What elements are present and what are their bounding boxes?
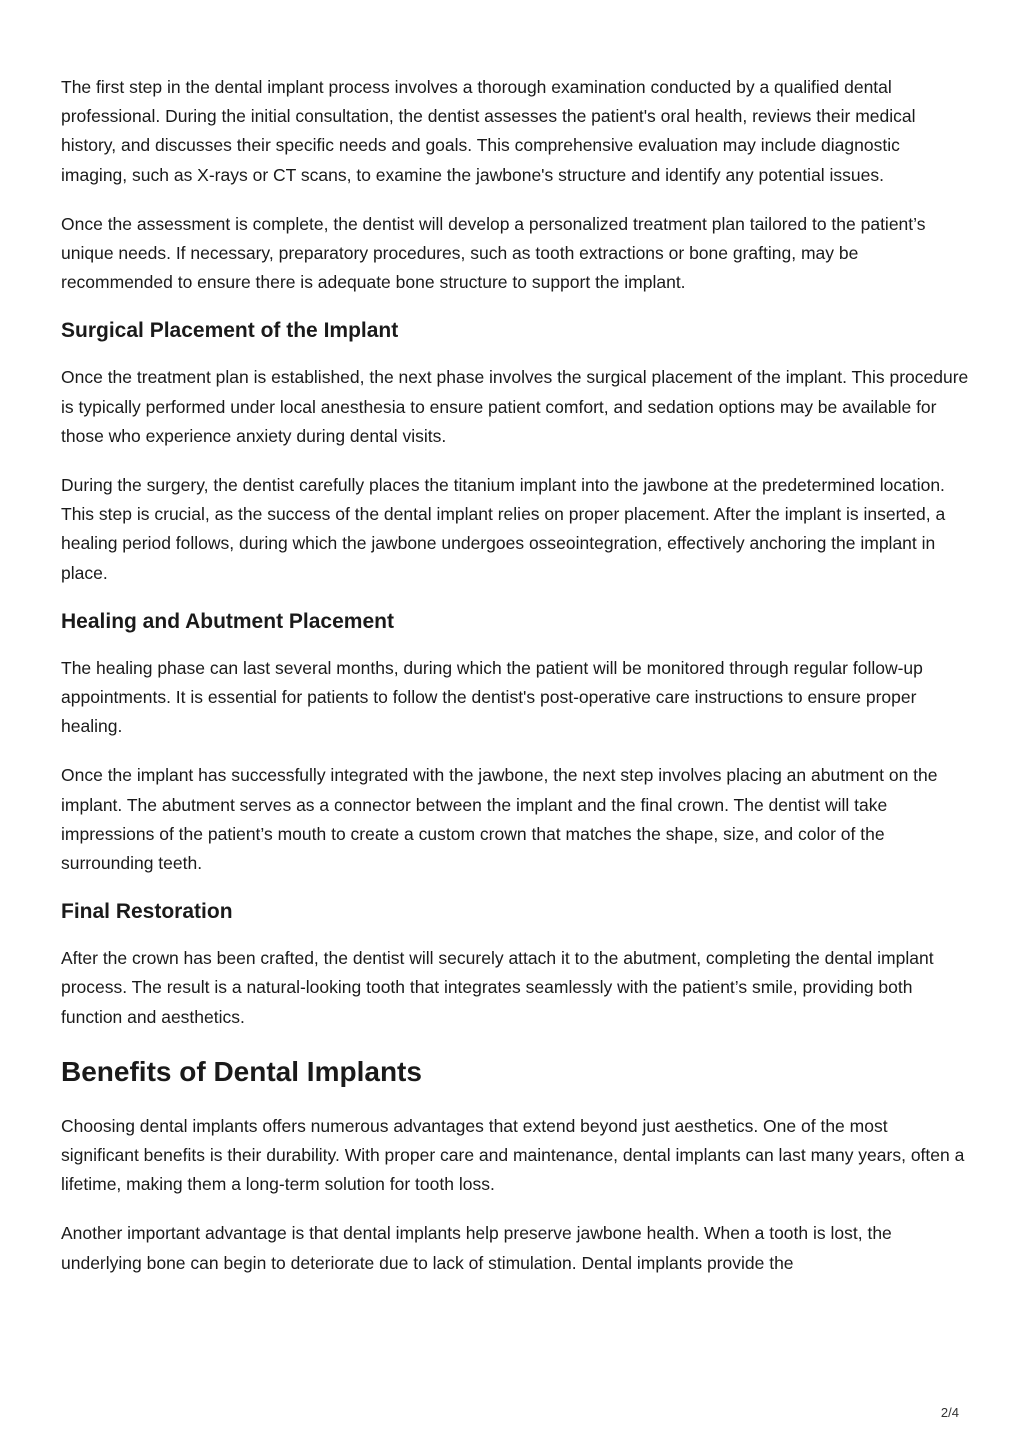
paragraph-abutment: Once the implant has successfully integrated with the jawbone, the next step involves placing an abutment on the implant. The abutment serves as a connector between the implant and the final crown. The dentist will take impressions of the patient’s mouth to create a custom crown that matches the shape, size, and color of the surrounding teeth.: [61, 765, 938, 874]
paragraph-surgery-details: During the surgery, the dentist carefully places the titanium implant into the jawbone at the predetermined location. This step is crucial, as the success of the dental implant relies on proper placement. After the implant is inserted, a healing period follows, during which the jawbone undergoes osseointegration, effectively anchoring the implant in place.: [61, 475, 946, 583]
paragraph-treatment-plan: Once the assessment is complete, the dentist will develop a personalized treatment plan tailored to the patient’s unique needs. If necessary, preparatory procedures, such as tooth extractions or bone grafting, may be recommended to ensure there is adequate bone structure to support the implant.: [61, 213, 926, 293]
paragraph-benefits-jawbone: Another important advantage is that dental implants help preserve jawbone health. When a tooth is lost, the underlying bone can begin to deteriorate due to lack of stimulation. Dental implants provide the: [61, 1223, 892, 1273]
paragraph-final-restoration: After the crown has been crafted, the dentist will securely attach it to the abutment, completing the dental implant process. The result is a natural-looking tooth that integrates seamlessly with the patient’s smile, providing both function and aesthetics.: [61, 948, 934, 1027]
paragraph-initial-examination: The first step in the dental implant process involves a thorough examination conducted by a qualified dental professional. During the initial consultation, the dentist assesses the patient's oral health, reviews their medical history, and discusses their specific needs and goals. This comprehensive evaluation may include diagnostic imaging, such as X-rays or CT scans, to examine the jawbone's structure and identify any potential issues.: [61, 77, 916, 185]
heading-healing-abutment: Healing and Abutment Placement: [61, 609, 394, 633]
page-number: 2/4: [940, 1405, 959, 1420]
heading-final-restoration: Final Restoration: [61, 900, 233, 924]
paragraph-surgical-phase: Once the treatment plan is established, the next phase involves the surgical placement of the implant. This procedure is typically performed under local anesthesia to ensure patient comfort, and sedation options may be available for those who experience anxiety during dental visits.: [61, 367, 969, 446]
paragraph-healing-phase: The healing phase can last several months, during which the patient will be monitored through regular follow-up appointments. It is essential for patients to follow the dentist's post-operative care instructions to ensure proper healing.: [61, 657, 923, 737]
paragraph-benefits-durability: Choosing dental implants offers numerous advantages that extend beyond just aesthetics. One of the most significant benefits is their durability. With proper care and maintenance, dental implants can last many years, often a lifetime, making them a long-term solution for tooth loss.: [61, 1115, 965, 1195]
document-page: [61, 73, 969, 1298]
heading-surgical-placement: Surgical Placement of the Implant: [61, 319, 399, 343]
heading-benefits: Benefits of Dental Implants: [61, 1055, 422, 1087]
